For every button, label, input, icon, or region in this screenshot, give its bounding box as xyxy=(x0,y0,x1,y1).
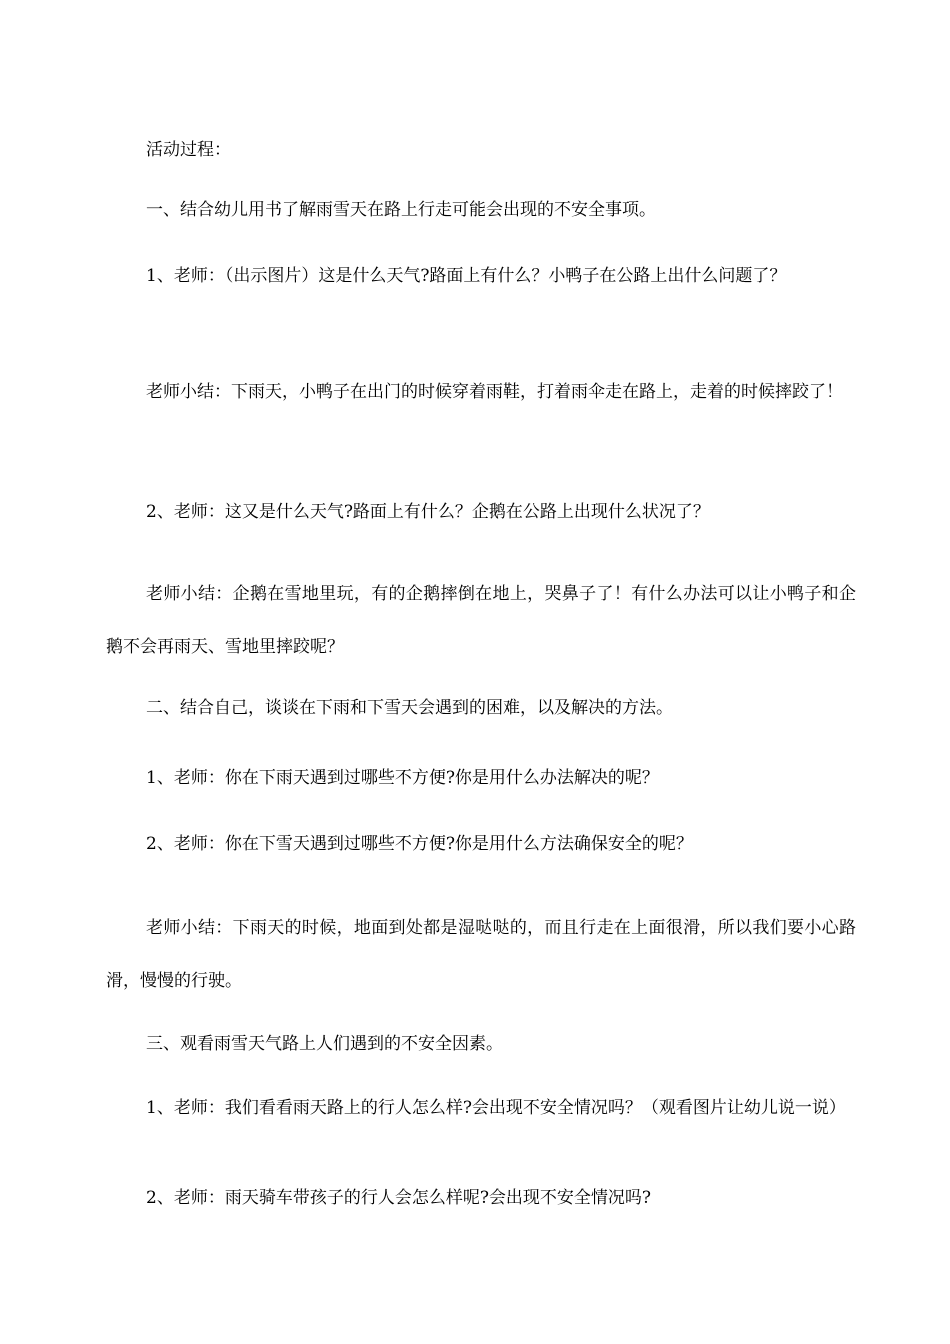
paragraph-teacher-summary-2: 老师小结：企鹅在雪地里玩，有的企鹅摔倒在地上，哭鼻子了！有什么办法可以让小鸭子和企鹅不会再雨天、雪地里摔跤呢？ xyxy=(106,584,856,657)
section-heading-one: 一、结合幼儿用书了解雨雪天在路上行走可能会出现的不安全事项。 xyxy=(146,200,656,220)
paragraph-teacher-summary-3: 老师小结：下雨天的时候，地面到处都是湿哒哒的，而且行走在上面很滑，所以我们要小心路滑，慢慢的行驶。 xyxy=(106,918,856,991)
paragraph-teacher-summary-1: 老师小结：下雨天，小鸭子在出门的时候穿着雨鞋，打着雨伞走在路上，走着的时候摔跤了！ xyxy=(146,382,843,402)
paragraph-teacher-question-2: 2、老师：这又是什么天气?路面上有什么？企鹅在公路上出现什么状况了？ xyxy=(146,502,710,522)
paragraph-teacher-question-3: 1、老师：你在下雨天遇到过哪些不方便?你是用什么办法解决的呢？ xyxy=(146,768,659,788)
paragraph-teacher-question-5: 1、老师：我们看看雨天路上的行人怎么样?会出现不安全情况吗？（观看图片让幼儿说一说） xyxy=(146,1098,846,1118)
section-heading-activity-process: 活动过程： xyxy=(146,140,231,160)
section-heading-two: 二、结合自己，谈谈在下雨和下雪天会遇到的困难，以及解决的方法。 xyxy=(146,698,673,718)
paragraph-teacher-question-4: 2、老师：你在下雪天遇到过哪些不方便?你是用什么方法确保安全的呢？ xyxy=(146,834,693,854)
section-heading-three: 三、观看雨雪天气路上人们遇到的不安全因素。 xyxy=(146,1034,503,1054)
paragraph-teacher-question-1: 1、老师：（出示图片）这是什么天气?路面上有什么？小鸭子在公路上出什么问题了？ xyxy=(146,266,787,286)
paragraph-teacher-question-6: 2、老师：雨天骑车带孩子的行人会怎么样呢?会出现不安全情况吗? xyxy=(146,1188,652,1208)
